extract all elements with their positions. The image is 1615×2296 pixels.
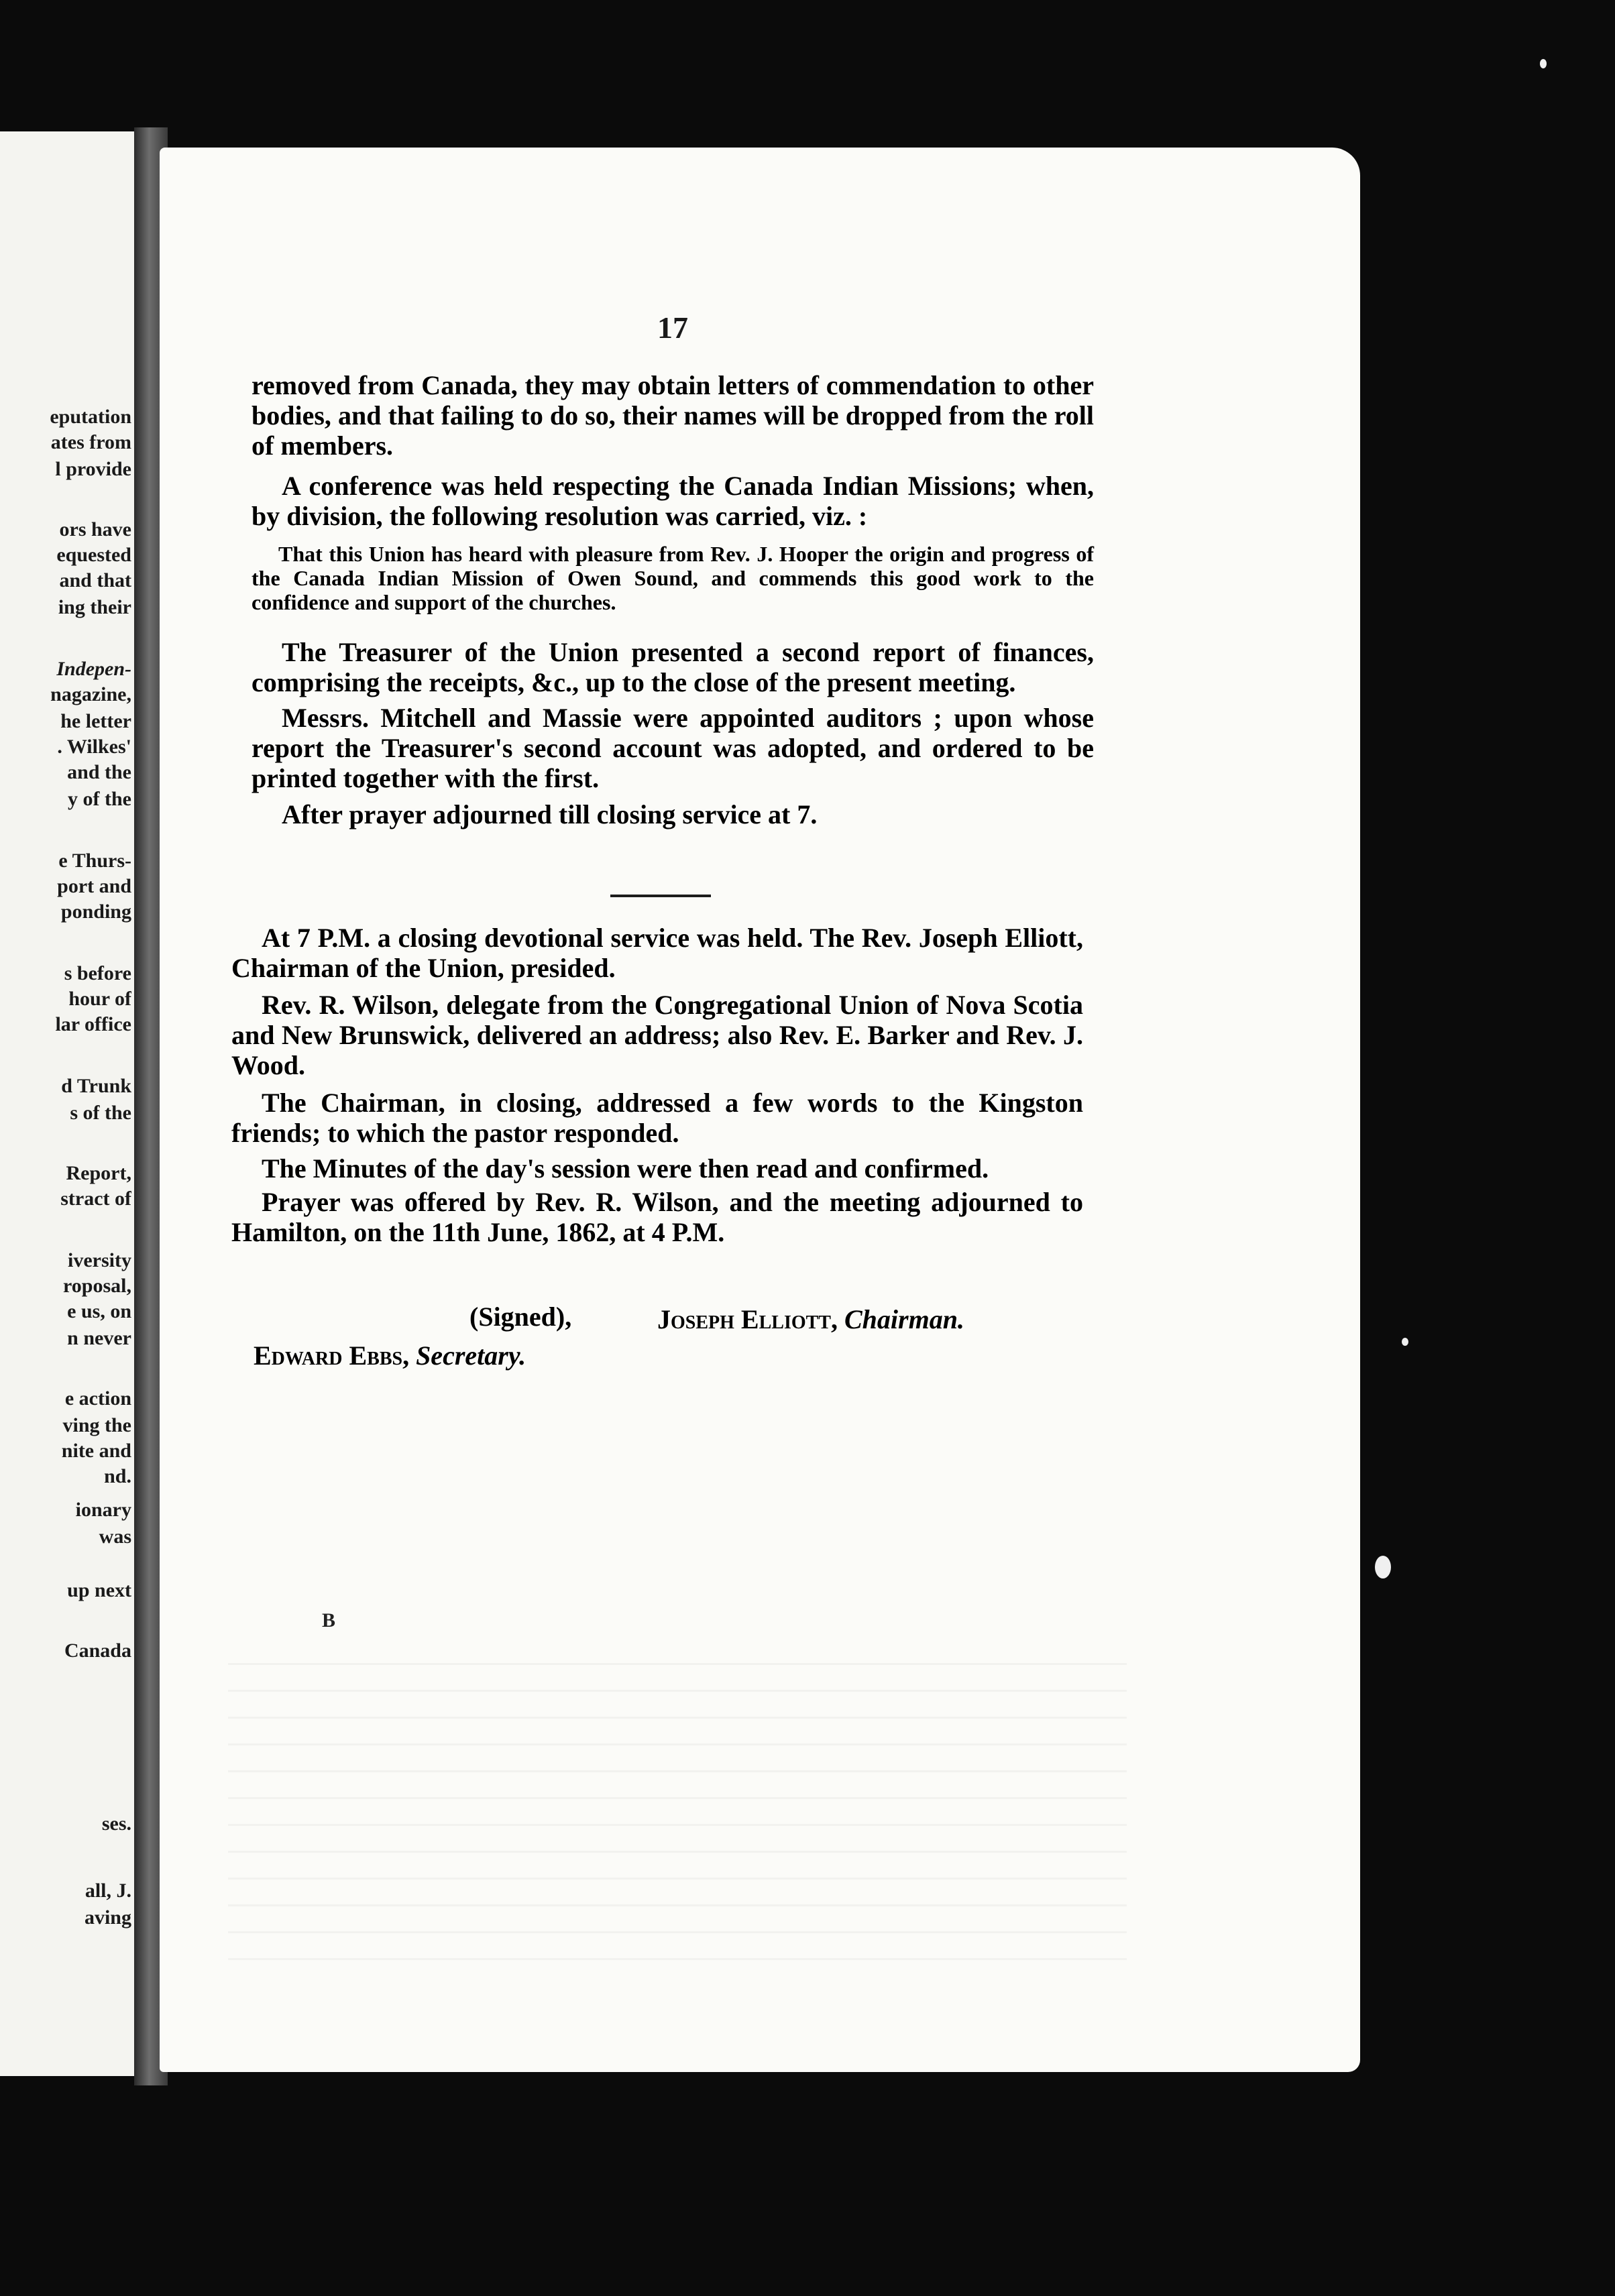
scan-speck bbox=[1402, 1338, 1408, 1346]
facing-page-line: port and bbox=[57, 875, 131, 897]
facing-page-line: up next bbox=[67, 1579, 131, 1601]
chairman-name: Joseph Elliott, bbox=[657, 1304, 838, 1334]
facing-page-line: n never bbox=[67, 1327, 131, 1349]
facing-page-line: l provide bbox=[55, 458, 131, 480]
signed-label: (Signed), bbox=[469, 1302, 572, 1332]
resolution-text: That this Union has heard with pleasure from Rev. J. Hooper the origin and progress of the Canada Indian Mission of Owen Sound, and commends this good work to the confidence and support of the churches. bbox=[252, 542, 1094, 614]
paragraph-adjourned: After prayer adjourned till closing service at 7. bbox=[282, 799, 818, 829]
section-divider bbox=[610, 895, 711, 897]
facing-page bbox=[0, 131, 134, 2076]
facing-page-line: d Trunk bbox=[61, 1075, 131, 1097]
secretary-signature bbox=[254, 1340, 526, 1371]
facing-page-line: s of the bbox=[70, 1102, 131, 1124]
paragraph-minutes: The Minutes of the day's session were then read and confirmed. bbox=[262, 1153, 989, 1184]
facing-page-line: and that bbox=[59, 569, 131, 591]
facing-page-line: all, J. bbox=[85, 1880, 131, 1902]
chairman-title: Chairman. bbox=[844, 1304, 964, 1334]
facing-page-line: was bbox=[99, 1526, 131, 1548]
paragraph-wilson-address: Rev. R. Wilson, delegate from the Congregational Union of Nova Scotia and New Brunswick, delivered an address; also Rev. E. Barker and Rev. J. Wood. bbox=[231, 990, 1083, 1080]
secretary-title: Secretary. bbox=[416, 1340, 526, 1371]
facing-page-line: roposal, bbox=[63, 1275, 131, 1297]
facing-page-line: eputation bbox=[50, 406, 131, 428]
facing-page-line: and the bbox=[67, 761, 131, 783]
paragraph-conference: A conference was held respecting the Canada Indian Missions; when, by division, the following resolution was carried, viz. : bbox=[252, 471, 1094, 531]
paragraph-treasurer-report: The Treasurer of the Union presented a second report of finances, comprising the receipts, &c., up to the close of the present meeting. bbox=[252, 637, 1094, 697]
page-number: 17 bbox=[657, 310, 688, 345]
chairman-signature bbox=[657, 1304, 964, 1335]
paragraph-closing-service: At 7 P.M. a closing devotional service was held. The Rev. Joseph Elliott, Chairman of the Union, presided. bbox=[231, 923, 1083, 983]
facing-page-line: Indepen- bbox=[56, 658, 131, 680]
facing-page-line: iversity bbox=[68, 1249, 131, 1271]
facing-page-line: nagazine, bbox=[50, 683, 131, 705]
facing-page-line: equested bbox=[56, 544, 131, 566]
facing-page-line: ses. bbox=[101, 1813, 131, 1835]
paragraph-prayer-adjourned: Prayer was offered by Rev. R. Wilson, and the meeting adjourned to Hamilton, on the 11th June, 1862, at 4 P.M. bbox=[231, 1187, 1083, 1247]
facing-page-line: stract of bbox=[60, 1188, 131, 1210]
facing-page-line: . Wilkes' bbox=[57, 736, 131, 758]
secretary-name: Edward Ebbs, bbox=[254, 1340, 410, 1371]
paragraph-removed-from-canada: removed from Canada, they may obtain letters of commendation to other bodies, and that failing to do so, their names will be dropped from the roll of members. bbox=[252, 370, 1094, 461]
scan-speck bbox=[1540, 59, 1547, 68]
facing-page-line: s before bbox=[64, 962, 131, 984]
facing-page-line: ates from bbox=[50, 431, 131, 453]
facing-page-line: Canada bbox=[64, 1640, 131, 1662]
facing-page-line: nd. bbox=[104, 1465, 131, 1487]
facing-page-line: ing their bbox=[58, 596, 131, 618]
paragraph-chairman-closing: The Chairman, in closing, addressed a few words to the Kingston friends; to which the pastor responded. bbox=[231, 1088, 1083, 1148]
facing-page-line: ors have bbox=[59, 518, 131, 540]
facing-page-line: y of the bbox=[68, 788, 131, 810]
facing-page-line: e us, on bbox=[67, 1300, 131, 1322]
facing-page-line: ionary bbox=[75, 1499, 131, 1521]
facing-page-line: ving the bbox=[62, 1414, 131, 1436]
facing-page-line: lar office bbox=[55, 1013, 131, 1035]
facing-page-line: nite and bbox=[61, 1440, 131, 1462]
scan-speck bbox=[1375, 1556, 1391, 1578]
printer-signature-mark: B bbox=[322, 1609, 336, 1631]
show-through-text bbox=[228, 1663, 1127, 1985]
facing-page-line: Report, bbox=[66, 1162, 131, 1184]
facing-page-line: hour of bbox=[68, 988, 131, 1010]
facing-page-line: e Thurs- bbox=[58, 850, 131, 872]
facing-page-line: aving bbox=[84, 1906, 131, 1929]
paragraph-auditors: Messrs. Mitchell and Massie were appointed auditors ; upon whose report the Treasurer's second account was adopted, and ordered to be printed together with the first. bbox=[252, 703, 1094, 793]
facing-page-line: he letter bbox=[60, 710, 131, 732]
facing-page-line: ponding bbox=[60, 901, 131, 923]
facing-page-line: e action bbox=[64, 1387, 131, 1410]
